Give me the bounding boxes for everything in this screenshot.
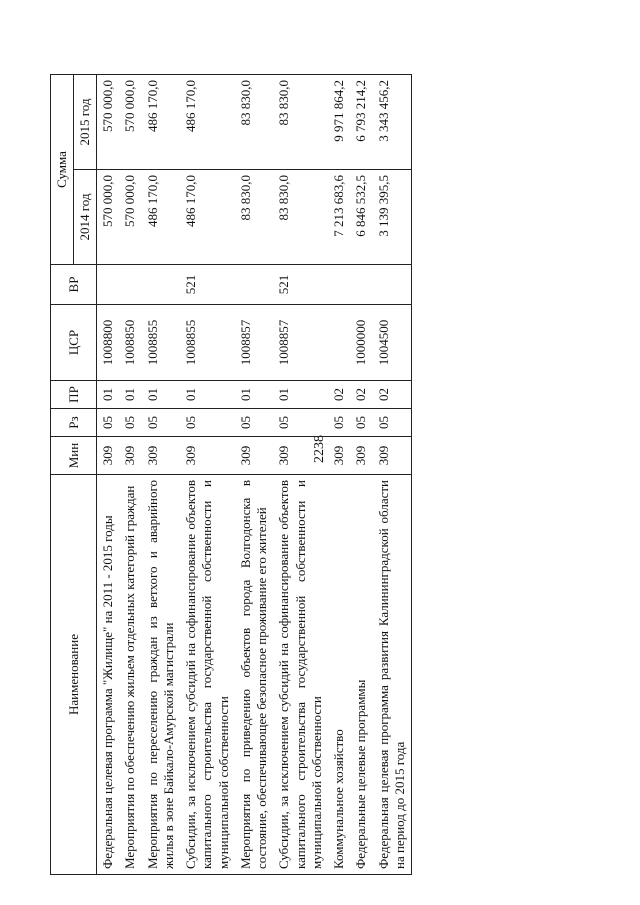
header-csr: ЦСР: [51, 305, 97, 381]
header-rz: Рз: [51, 409, 97, 437]
row-min: 309: [142, 437, 181, 475]
row-min: 309: [373, 437, 412, 475]
row-pr: 02: [373, 381, 412, 409]
row-vr: [142, 265, 181, 305]
row-csr: 1008857: [273, 305, 328, 381]
row-rz: 05: [119, 409, 141, 437]
row-min: 309: [180, 437, 235, 475]
table-row: [142, 75, 181, 875]
row-csr: 1008857: [235, 305, 274, 381]
row-pr: 01: [97, 381, 120, 409]
row-name: Субсидии, за исключением субсидий на софинансирование объектов капитального строительства государственной собственности и муниципальной собственности: [273, 475, 328, 875]
row-min: 309: [97, 437, 120, 475]
row-vr: [119, 265, 141, 305]
row-min: 309: [273, 437, 328, 475]
budget-table-rotated: [50, 75, 590, 875]
row-rz: 05: [273, 409, 328, 437]
row-2014: 83 830,0: [235, 170, 274, 265]
header-name: Наименование: [51, 475, 97, 875]
row-vr: [328, 265, 350, 305]
row-2015: 3 343 456,2: [373, 75, 412, 170]
row-2015: 83 830,0: [235, 75, 274, 170]
row-pr: 02: [328, 381, 350, 409]
row-2014: 486 170,0: [142, 170, 181, 265]
header-2015: 2015 год: [74, 75, 97, 170]
row-pr: 01: [180, 381, 235, 409]
row-rz: 05: [350, 409, 372, 437]
table-row: [180, 75, 235, 875]
row-name: Федеральная целевая программа развития Калининградской области на период до 2015 года: [373, 475, 412, 875]
table-row: [119, 75, 141, 875]
row-2014: 570 000,0: [119, 170, 141, 265]
row-pr: 01: [119, 381, 141, 409]
row-rz: 05: [97, 409, 120, 437]
row-name: Федеральная целевая программа "Жилище" на 2011 - 2015 годы: [97, 475, 120, 875]
header-2014: 2014 год: [74, 170, 97, 265]
table-body: [97, 75, 412, 875]
row-rz: 05: [235, 409, 274, 437]
row-2015: 83 830,0: [273, 75, 328, 170]
row-min: 309: [350, 437, 372, 475]
row-vr: [350, 265, 372, 305]
row-2015: 570 000,0: [97, 75, 120, 170]
row-rz: 05: [142, 409, 181, 437]
row-vr: [235, 265, 274, 305]
row-name: Субсидии, за исключением субсидий на софинансирование объектов капитального строительства государственной собственности и муниципальной собственности: [180, 475, 235, 875]
row-csr: 1008800: [97, 305, 120, 381]
row-min: 309: [328, 437, 350, 475]
row-2015: 9 971 864,2: [328, 75, 350, 170]
header-pr: ПР: [51, 381, 97, 409]
row-csr: 1004500: [373, 305, 412, 381]
row-2014: 570 000,0: [97, 170, 120, 265]
row-name: Мероприятия по обеспечению жильем отдельных категорий граждан: [119, 475, 141, 875]
row-rz: 05: [373, 409, 412, 437]
table-row: [328, 75, 350, 875]
header-vr: ВР: [51, 265, 97, 305]
table-row: [350, 75, 372, 875]
row-csr: 1008855: [142, 305, 181, 381]
row-pr: 01: [142, 381, 181, 409]
row-2014: 7 213 683,6: [328, 170, 350, 265]
row-2015: 570 000,0: [119, 75, 141, 170]
row-2014: 486 170,0: [180, 170, 235, 265]
row-2015: 6 793 214,2: [350, 75, 372, 170]
row-rz: 05: [180, 409, 235, 437]
row-name: Коммунальное хозяйство: [328, 475, 350, 875]
row-rz: 05: [328, 409, 350, 437]
row-vr: [373, 265, 412, 305]
table-row: [273, 75, 328, 875]
row-vr: [97, 265, 120, 305]
row-csr: 1000000: [350, 305, 372, 381]
row-vr: 521: [180, 265, 235, 305]
row-pr: 01: [273, 381, 328, 409]
row-2014: 83 830,0: [273, 170, 328, 265]
row-name: Мероприятия по переселению граждан из ветхого и аварийного жилья в зоне Байкало-Амурской магистрали: [142, 475, 181, 875]
row-2015: 486 170,0: [180, 75, 235, 170]
header-summa: Сумма: [51, 75, 74, 265]
budget-table: [50, 74, 412, 875]
table-row: [235, 75, 274, 875]
row-csr: 1008855: [180, 305, 235, 381]
row-min: 309: [235, 437, 274, 475]
row-2015: 486 170,0: [142, 75, 181, 170]
row-csr: 1008850: [119, 305, 141, 381]
row-name: Федеральные целевые программы: [350, 475, 372, 875]
table-row: [373, 75, 412, 875]
header-min: Мин: [51, 437, 97, 475]
row-vr: 521: [273, 265, 328, 305]
row-2014: 3 139 395,5: [373, 170, 412, 265]
row-pr: 02: [350, 381, 372, 409]
row-pr: 01: [235, 381, 274, 409]
table-row: [97, 75, 120, 875]
row-2014: 6 846 532,5: [350, 170, 372, 265]
page-number: 2238: [312, 435, 327, 463]
row-name: Мероприятия по приведению объектов города Волгодонска в состояние, обеспечивающее безопасное проживание его жителей: [235, 475, 274, 875]
row-min: 309: [119, 437, 141, 475]
row-csr: [328, 305, 350, 381]
